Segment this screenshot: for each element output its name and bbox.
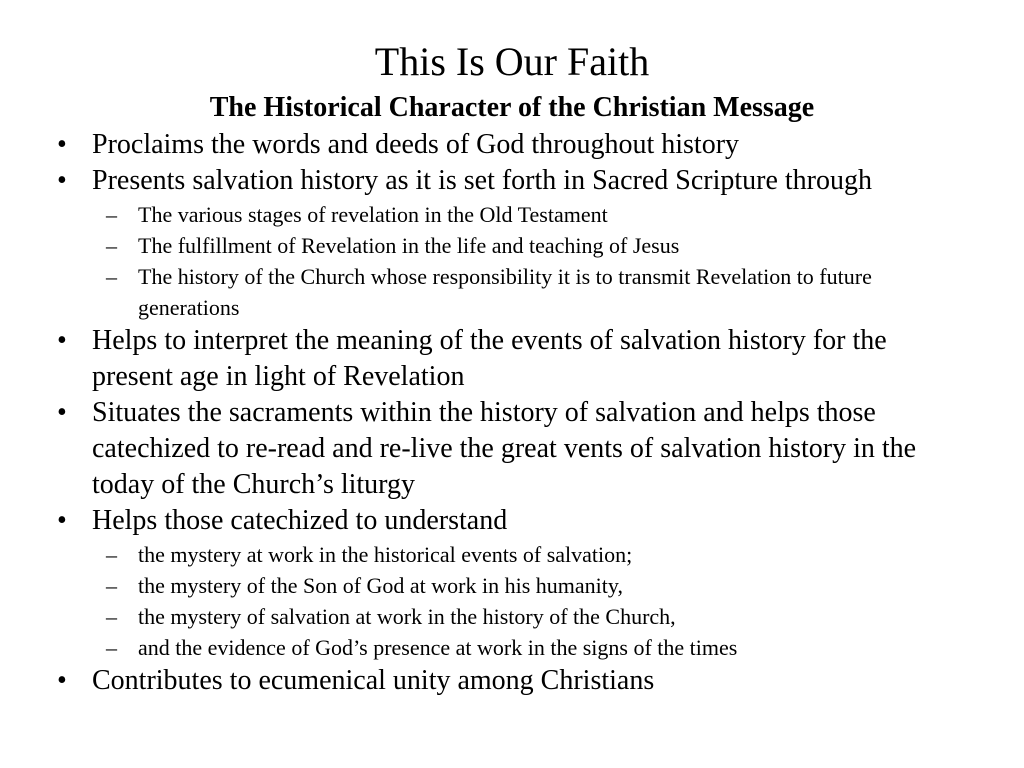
- bullet-item: [0, 127, 972, 163]
- sub-bullet-item: [92, 632, 898, 663]
- bullet-item: [0, 323, 972, 395]
- sub-bullet-list: [0, 539, 1024, 663]
- sub-bullet-marker: –: [106, 573, 117, 598]
- sub-bullet-text: The various stages of revelation in the Old Testament: [138, 202, 608, 227]
- bullet-marker: •: [57, 397, 67, 428]
- sub-bullet-text: the mystery of the Son of God at work in his humanity,: [138, 573, 623, 598]
- sub-bullet-list: [0, 199, 1024, 323]
- bullet-list: [0, 127, 1024, 699]
- bullet-marker: •: [57, 129, 67, 160]
- sub-bullet-item: [92, 230, 898, 261]
- sub-bullet-text: the mystery of salvation at work in the history of the Church,: [138, 604, 676, 629]
- bullet-text: Proclaims the words and deeds of God throughout history: [92, 129, 740, 160]
- sub-bullet-item: [92, 539, 898, 570]
- bullet-text: Situates the sacraments within the history of salvation and helps those catechized to re-read and re-live the great vents of salvation history in the today of the Church’s liturgy: [92, 397, 917, 500]
- bullet-marker: •: [57, 325, 67, 356]
- sub-bullet-item: [92, 601, 898, 632]
- sub-bullet-text: the mystery at work in the historical events of salvation;: [138, 542, 633, 567]
- bullet-text: Helps those catechized to understand: [92, 505, 508, 536]
- bullet-marker: •: [57, 165, 67, 196]
- slide-title: This Is Our Faith: [374, 39, 650, 84]
- slide-subtitle: The Historical Character of the Christian Message: [209, 92, 815, 123]
- bullet-text: Helps to interpret the meaning of the events of salvation history for the present age in light of Revelation: [92, 325, 887, 392]
- sub-bullet-marker: –: [106, 542, 117, 567]
- bullet-item: [0, 663, 972, 699]
- bullet-item: [0, 163, 972, 199]
- bullet-item: [0, 503, 972, 539]
- sub-bullet-text: The history of the Church whose responsibility it is to transmit Revelation to future generations: [138, 264, 872, 320]
- sub-bullet-text: The fulfillment of Revelation in the life and teaching of Jesus: [138, 233, 680, 258]
- sub-bullet-marker: –: [106, 233, 117, 258]
- sub-bullet-marker: –: [106, 264, 117, 289]
- sub-bullet-item: [92, 261, 898, 323]
- bullet-marker: •: [57, 665, 67, 696]
- sub-bullet-marker: –: [106, 604, 117, 629]
- sub-bullet-item: [92, 199, 898, 230]
- bullet-item: [0, 395, 972, 503]
- sub-bullet-marker: –: [106, 635, 117, 660]
- sub-bullet-item: [92, 570, 898, 601]
- bullet-marker: •: [57, 505, 67, 536]
- bullet-text: Contributes to ecumenical unity among Christians: [92, 665, 655, 696]
- sub-bullet-marker: –: [106, 202, 117, 227]
- bullet-text: Presents salvation history as it is set forth in Sacred Scripture through: [92, 165, 872, 196]
- sub-bullet-text: and the evidence of God’s presence at work in the signs of the times: [138, 635, 738, 660]
